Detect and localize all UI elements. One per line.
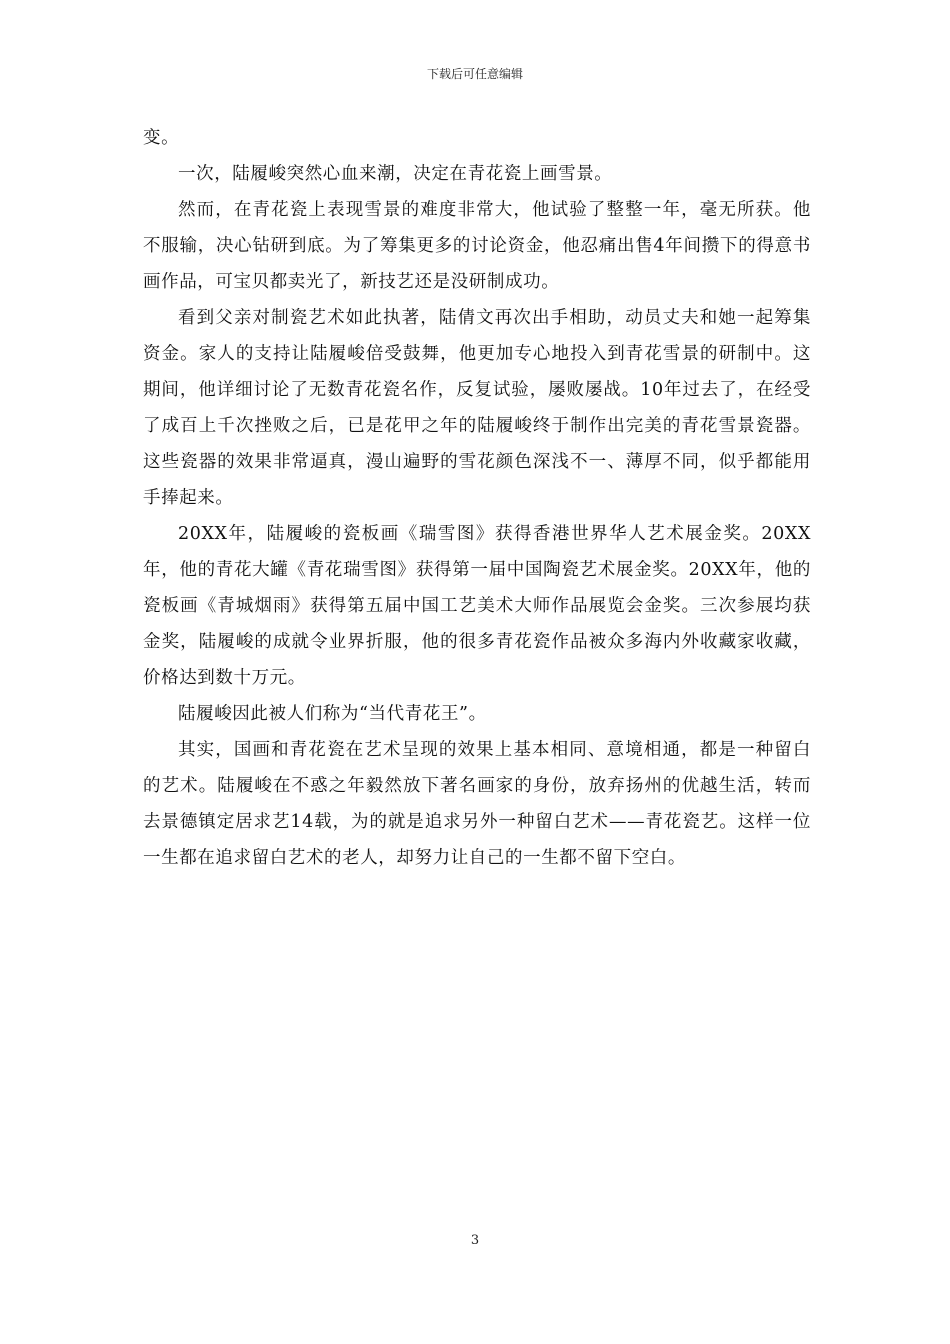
paragraph-1: 变。 [143,128,180,148]
paragraph-5: 20XX年，陆履峻的瓷板画《瑞雪图》获得香港世界华人艺术展金奖。20XX年，他的青花大罐《青花瑞雪图》获得第一届中国陶瓷艺术展金奖。20XX年，他的瓷板画《青城烟雨》获得第五届中国工艺美术大师作品展览会金奖。三次参展均获金奖，陆履峻的成就令业界折服，他的很多青花瓷作品被众多海内外收藏家收藏，价格达到数十万元。 [143,524,811,688]
page-number: 3 [470,1233,480,1248]
page-header: 下载后可任意编辑 [426,67,523,81]
article-body [143,120,811,876]
paragraph-3: 然而，在青花瓷上表现雪景的难度非常大，他试验了整整一年，毫无所获。他不服输，决心钻研到底。为了筹集更多的讨论资金，他忍痛出售4年间攒下的得意书画作品，可宝贝都卖光了，新技艺还是没研制成功。 [143,200,811,292]
paragraph-7: 其实，国画和青花瓷在艺术呈现的效果上基本相同、意境相通，都是一种留白的艺术。陆履峻在不惑之年毅然放下著名画家的身份，放弃扬州的优越生活，转而去景德镇定居求艺14载，为的就是追求另外一种留白艺术——青花瓷艺。这样一位一生都在追求留白艺术的老人，却努力让自己的一生都不留下空白。 [143,740,811,868]
paragraph-4: 看到父亲对制瓷艺术如此执著，陆倩文再次出手相助，动员丈夫和她一起筹集资金。家人的支持让陆履峻倍受鼓舞，他更加专心地投入到青花雪景的研制中。这期间，他详细讨论了无数青花瓷名作，反复试验，屡败屡战。10年过去了，在经受了成百上千次挫败之后，已是花甲之年的陆履峻终于制作出完美的青花雪景瓷器。这些瓷器的效果非常逼真，漫山遍野的雪花颜色深浅不一、薄厚不同，似乎都能用手捧起来。 [143,308,811,508]
paragraph-6: 陆履峻因此被人们称为“当代青花王”。 [178,704,487,724]
paragraph-2: 一次，陆履峻突然心血来潮，决定在青花瓷上画雪景。 [178,164,613,184]
